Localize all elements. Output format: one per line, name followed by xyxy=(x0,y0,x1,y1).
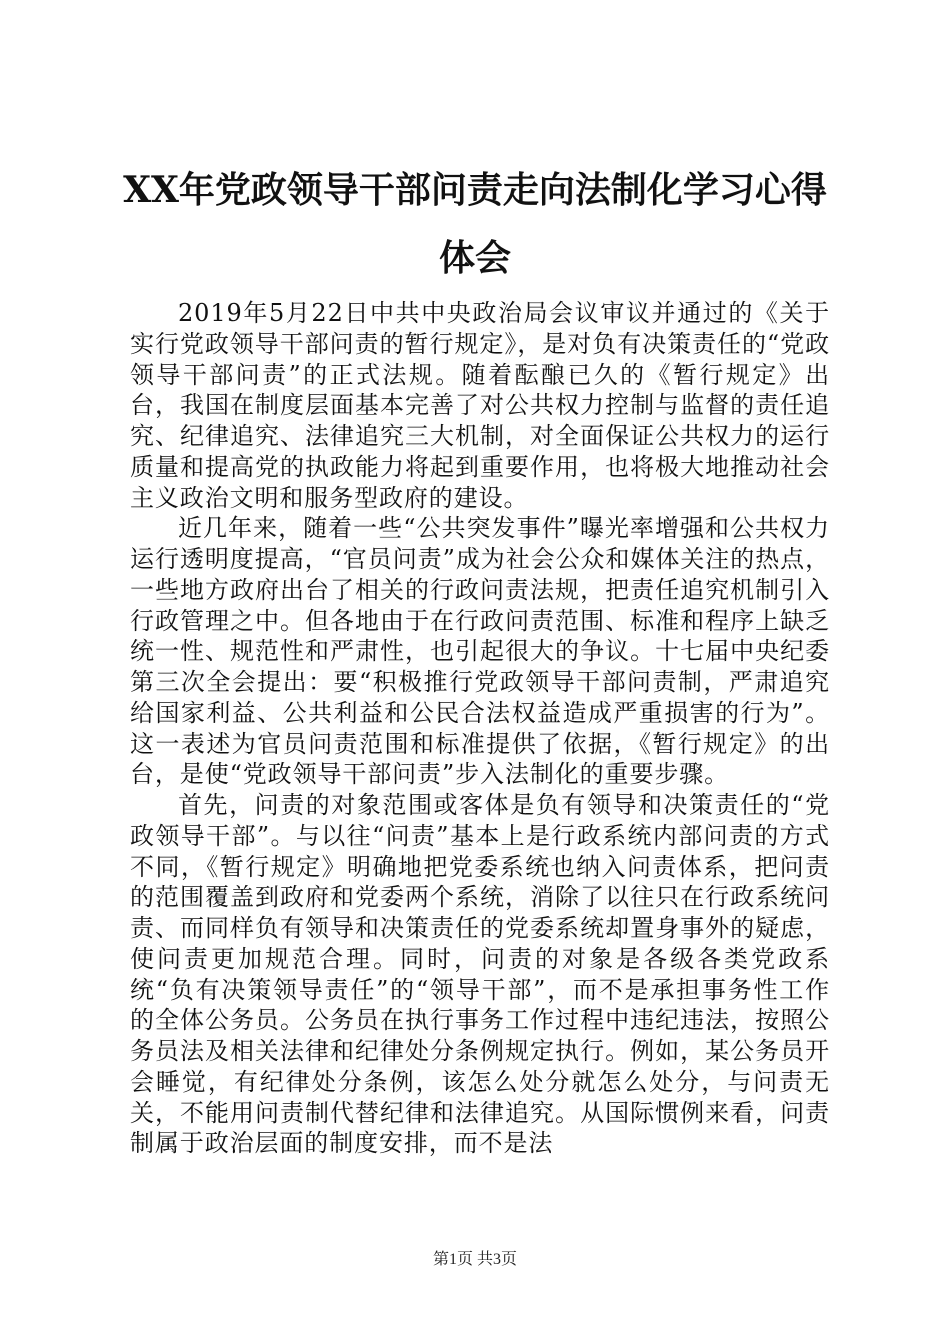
document-title: XX年党政领导干部问责走向法制化学习心得体会 xyxy=(123,169,827,279)
paragraph-2: 近几年来，随着一些“公共突发事件”曝光率增强和公共权力运行透明度提高，“官员问责”成为社会公众和媒体关注的热点，一些地方政府出台了相关的行政问责法规，把责任追究机制引入行政管理之中。但各地由于在行政问责范围、标准和程序上缺乏统一性、规范性和严肃性，也引起很大的争议。十七届中央纪委第三次全会提出：要“积极推行党政领导干部问责制，严肃追究给国家利益、公共利益和公民合法权益造成严重损害的行为”。这一表述为官员问责范围和标准提供了依据，《暂行规定》的出台，是使“党政领导干部问责”步入法制化的重要步骤。 xyxy=(130,514,830,789)
paragraph-3: 首先，问责的对象范围或客体是负有领导和决策责任的“党政领导干部”。与以往“问责”基本上是行政系统内部问责的方式不同，《暂行规定》明确地把党委系统也纳入问责体系，把问责的范围覆盖到政府和党委两个系统，消除了以往只在行政系统问责、而同样负有领导和决策责任的党委系统却置身事外的疑虑，使问责更加规范合理。同时，问责的对象是各级各类党政系统“负有决策领导责任”的“领导干部”，而不是承担事务性工作的全体公务员。公务员在执行事务工作过程中违纪违法，按照公务员法及相关法律和纪律处分条例规定执行。例如，某公务员开会睡觉，有纪律处分条例，该怎么处分就怎么处分，与问责无关，不能用问责制代替纪律和法律追究。从国际惯例来看，问责制属于政治层面的制度安排，而不是法 xyxy=(130,791,830,1158)
page-footer: 第1页 共3页 xyxy=(432,1251,517,1268)
document-body xyxy=(130,298,830,1159)
paragraph-1: 2019年5月22日中共中央政治局会议审议并通过的《关于实行党政领导干部问责的暂行规定》，是对负有决策责任的“党政领导干部问责”的正式法规。随着酝酿已久的《暂行规定》出台，我国在制度层面基本完善了对公共权力控制与监督的责任追究、纪律追究、法律追究三大机制，对全面保证公共权力的运行质量和提高党的执政能力将起到重要作用，也将极大地推动社会主义政治文明和服务型政府的建设。 xyxy=(130,299,830,512)
